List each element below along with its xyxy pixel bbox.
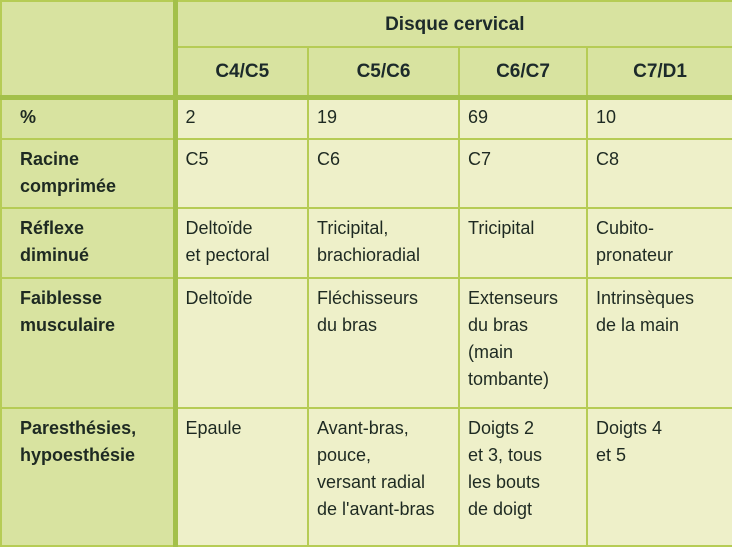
table-cell: C6 — [308, 139, 459, 208]
table-cell: Doigts 4 et 5 — [587, 408, 732, 546]
table-row-percent — [1, 97, 732, 139]
table-cell: Epaule — [175, 408, 308, 546]
table-cell: Deltoïde — [175, 278, 308, 408]
table-cell: Tricipital — [459, 208, 587, 278]
table-cell: C8 — [587, 139, 732, 208]
table-cell: 10 — [587, 97, 732, 139]
table-cell: Tricipital, brachioradial — [308, 208, 459, 278]
group-title: Disque cervical — [175, 1, 732, 47]
table-cell: C5 — [175, 139, 308, 208]
row-label: Faiblesse musculaire — [1, 278, 175, 408]
table-cell: Intrinsèques de la main — [587, 278, 732, 408]
row-label: Réflexe diminué — [1, 208, 175, 278]
column-header-c7d1: C7/D1 — [587, 47, 732, 97]
table-row-paresthesia — [1, 408, 732, 546]
table-cell: Avant-bras, pouce, versant radial de l'avant-bras — [308, 408, 459, 546]
row-label: Racine comprimée — [1, 139, 175, 208]
table-row-weakness — [1, 278, 732, 408]
table-row-reflex — [1, 208, 732, 278]
table-row-root — [1, 139, 732, 208]
table-cell: Deltoïde et pectoral — [175, 208, 308, 278]
table-cell: Fléchisseurs du bras — [308, 278, 459, 408]
column-header-c6c7: C6/C7 — [459, 47, 587, 97]
table-cell: 19 — [308, 97, 459, 139]
table-cell: Doigts 2 et 3, tous les bouts de doigt — [459, 408, 587, 546]
table-cell: Extenseurs du bras (main tombante) — [459, 278, 587, 408]
table-cell: 69 — [459, 97, 587, 139]
column-header-c5c6: C5/C6 — [308, 47, 459, 97]
table-cell: Cubito- pronateur — [587, 208, 732, 278]
row-label: Paresthésies, hypoesthésie — [1, 408, 175, 546]
column-header-c4c5: C4/C5 — [175, 47, 308, 97]
row-label: % — [1, 97, 175, 139]
table-cell: C7 — [459, 139, 587, 208]
table-cell: 2 — [175, 97, 308, 139]
corner-cell — [1, 1, 175, 97]
group-header-row — [1, 1, 732, 47]
